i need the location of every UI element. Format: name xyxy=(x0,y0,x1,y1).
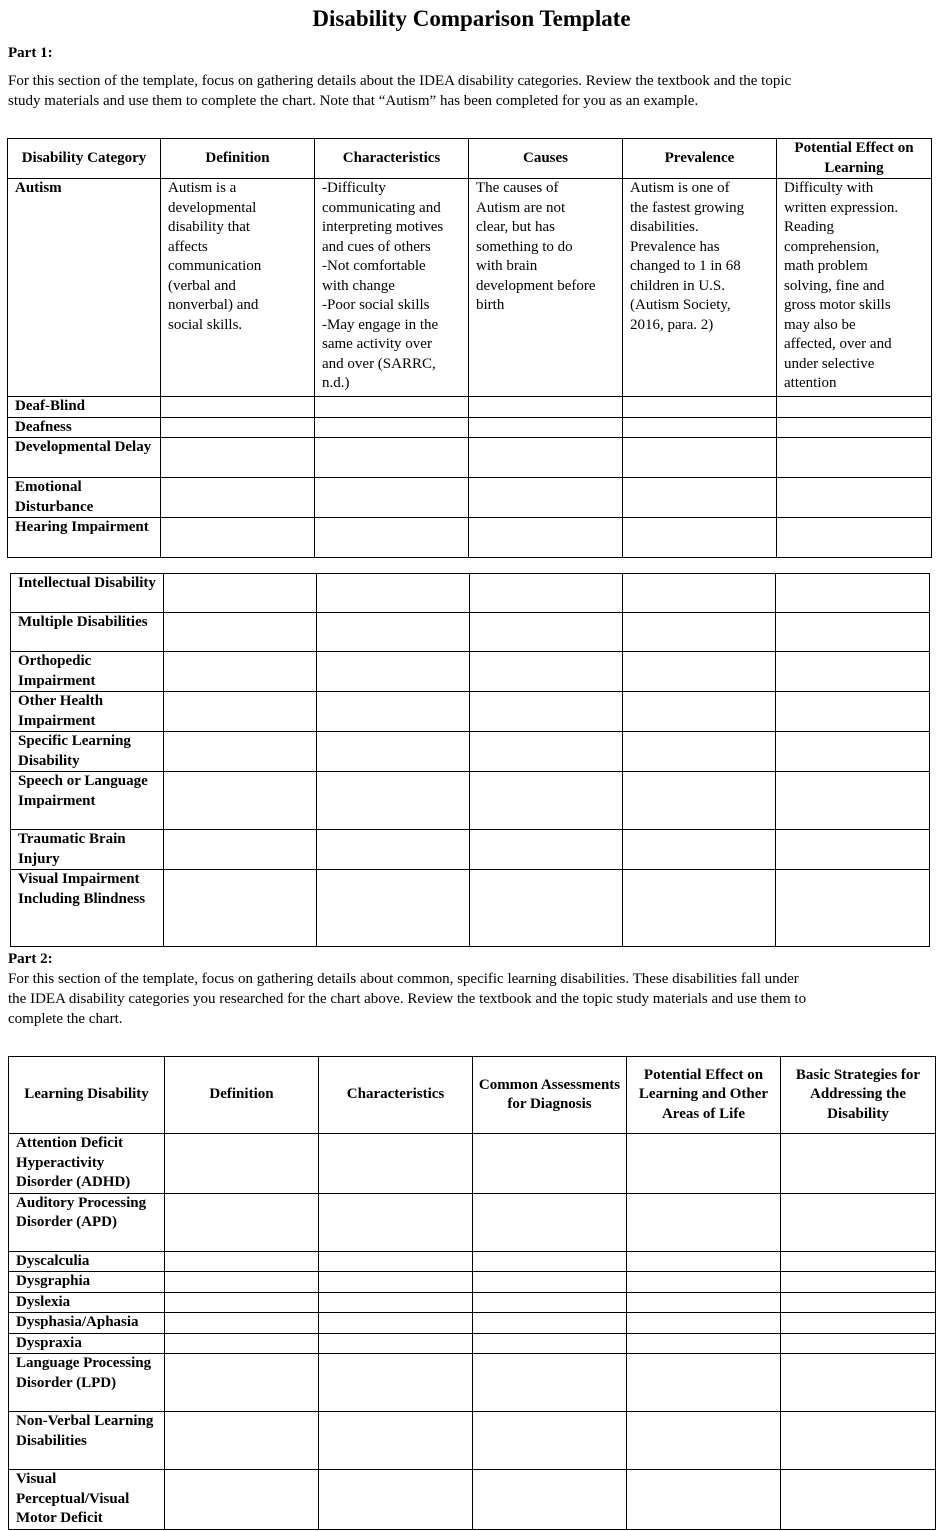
row-label: Auditory Processing Disorder (APD) xyxy=(9,1193,165,1251)
empty-cell[interactable] xyxy=(623,478,777,518)
empty-cell[interactable] xyxy=(473,1313,627,1334)
header-prevalence: Prevalence xyxy=(623,139,777,179)
autism-effect: Difficulty with written expression. Reading comprehension, math problem solving, fine and gross motor skills may also be affected, over and under selective attention xyxy=(777,179,932,397)
empty-cell[interactable] xyxy=(315,438,469,478)
part1-intro: For this section of the template, focus on gathering details about the IDEA disability categories. Review the textbook and the topic study materials and use them to complete the chart. Note that “Autism” has been completed for you as an example. xyxy=(8,73,792,109)
row-label: Dyspraxia xyxy=(9,1333,165,1354)
empty-cell[interactable] xyxy=(623,397,777,418)
row-label: Non-Verbal Learning Disabilities xyxy=(9,1412,165,1470)
empty-cell[interactable] xyxy=(776,652,930,692)
table-row xyxy=(11,732,930,772)
empty-cell[interactable] xyxy=(776,870,930,947)
empty-cell[interactable] xyxy=(627,1193,781,1251)
empty-cell[interactable] xyxy=(627,1272,781,1293)
empty-cell[interactable] xyxy=(317,574,470,613)
empty-cell[interactable] xyxy=(469,417,623,438)
empty-cell[interactable] xyxy=(776,772,930,830)
header-learning-disability: Learning Disability xyxy=(9,1057,165,1134)
empty-cell[interactable] xyxy=(473,1272,627,1293)
empty-cell[interactable] xyxy=(319,1134,473,1194)
table-row-autism xyxy=(8,179,932,397)
empty-cell[interactable] xyxy=(776,692,930,732)
empty-cell[interactable] xyxy=(473,1470,627,1530)
empty-cell[interactable] xyxy=(781,1470,936,1530)
empty-cell[interactable] xyxy=(627,1313,781,1334)
row-label: Attention Deficit Hyperactivity Disorder (ADHD) xyxy=(9,1134,165,1194)
empty-cell[interactable] xyxy=(469,397,623,418)
empty-cell[interactable] xyxy=(164,732,317,772)
empty-cell[interactable] xyxy=(777,478,932,518)
row-label: Traumatic Brain Injury xyxy=(11,830,164,870)
row-label: Visual Perceptual/Visual Motor Deficit xyxy=(9,1470,165,1530)
empty-cell[interactable] xyxy=(627,1134,781,1194)
empty-cell[interactable] xyxy=(319,1354,473,1412)
empty-cell[interactable] xyxy=(317,830,470,870)
empty-cell[interactable] xyxy=(623,830,776,870)
row-label: Hearing Impairment xyxy=(8,518,161,558)
table-row xyxy=(9,1272,936,1293)
autism-definition: Autism is a developmental disability that affects communication (verbal and nonverbal) and social skills. xyxy=(161,179,315,397)
empty-cell[interactable] xyxy=(623,417,777,438)
header-definition: Definition xyxy=(161,139,315,179)
empty-cell[interactable] xyxy=(776,732,930,772)
header-characteristics: Characteristics xyxy=(315,139,469,179)
part2-heading: Part 2: xyxy=(8,951,53,967)
empty-cell[interactable] xyxy=(473,1354,627,1412)
empty-cell[interactable] xyxy=(165,1313,319,1334)
table-row xyxy=(9,1412,936,1470)
autism-characteristics: -Difficulty communicating and interpreting motives and cues of others -Not comfortable with change -Poor social skills -May engage in the same activity over and over (SARRC, n.d.) xyxy=(315,179,469,397)
document-title: Disability Comparison Template xyxy=(312,6,631,31)
empty-cell[interactable] xyxy=(623,692,776,732)
empty-cell[interactable] xyxy=(781,1313,936,1334)
empty-cell[interactable] xyxy=(623,732,776,772)
table-row xyxy=(11,613,930,652)
empty-cell[interactable] xyxy=(319,1412,473,1470)
header-potential-effect: Potential Effect on Learning xyxy=(777,139,932,179)
table-row xyxy=(11,692,930,732)
row-label: Dysgraphia xyxy=(9,1272,165,1293)
empty-cell[interactable] xyxy=(315,478,469,518)
table-row xyxy=(11,652,930,692)
empty-cell[interactable] xyxy=(470,870,623,947)
row-label: Speech or Language Impairment xyxy=(11,772,164,830)
empty-cell[interactable] xyxy=(473,1193,627,1251)
empty-cell[interactable] xyxy=(469,518,623,558)
part2-table xyxy=(8,1056,936,1530)
empty-cell[interactable] xyxy=(627,1354,781,1412)
empty-cell[interactable] xyxy=(161,478,315,518)
empty-cell[interactable] xyxy=(317,692,470,732)
autism-causes: The causes of Autism are not clear, but has something to do with brain development before birth xyxy=(469,179,623,397)
empty-cell[interactable] xyxy=(317,870,470,947)
table-row xyxy=(9,1292,936,1313)
header-definition: Definition xyxy=(165,1057,319,1134)
empty-cell[interactable] xyxy=(623,772,776,830)
empty-cell[interactable] xyxy=(319,1272,473,1293)
empty-cell[interactable] xyxy=(164,870,317,947)
empty-cell[interactable] xyxy=(165,1333,319,1354)
empty-cell[interactable] xyxy=(781,1292,936,1313)
empty-cell[interactable] xyxy=(165,1354,319,1412)
empty-cell[interactable] xyxy=(777,438,932,478)
empty-cell[interactable] xyxy=(319,1313,473,1334)
table-row xyxy=(9,1193,936,1251)
row-label: Deaf-Blind xyxy=(8,397,161,418)
table-row xyxy=(11,772,930,830)
row-label: Deafness xyxy=(8,417,161,438)
empty-cell[interactable] xyxy=(165,1251,319,1272)
empty-cell[interactable] xyxy=(470,772,623,830)
empty-cell[interactable] xyxy=(623,438,777,478)
empty-cell[interactable] xyxy=(777,518,932,558)
empty-cell[interactable] xyxy=(161,417,315,438)
empty-cell[interactable] xyxy=(317,613,470,652)
row-label: Intellectual Disability xyxy=(11,574,164,613)
header-disability-category: Disability Category xyxy=(8,139,161,179)
row-label: Language Processing Disorder (LPD) xyxy=(9,1354,165,1412)
empty-cell[interactable] xyxy=(317,772,470,830)
empty-cell[interactable] xyxy=(317,732,470,772)
empty-cell[interactable] xyxy=(473,1134,627,1194)
header-basic-strategies: Basic Strategies for Addressing the Disability xyxy=(781,1057,936,1134)
empty-cell[interactable] xyxy=(781,1134,936,1194)
row-label: Developmental Delay xyxy=(8,438,161,478)
part1-heading: Part 1: xyxy=(8,45,53,61)
header-causes: Causes xyxy=(469,139,623,179)
empty-cell[interactable] xyxy=(473,1251,627,1272)
empty-cell[interactable] xyxy=(319,1470,473,1530)
empty-cell[interactable] xyxy=(164,772,317,830)
header-characteristics: Characteristics xyxy=(319,1057,473,1134)
empty-cell[interactable] xyxy=(781,1354,936,1412)
empty-cell[interactable] xyxy=(623,652,776,692)
autism-category: Autism xyxy=(8,179,161,397)
empty-cell[interactable] xyxy=(165,1272,319,1293)
empty-cell[interactable] xyxy=(165,1193,319,1251)
empty-cell[interactable] xyxy=(164,613,317,652)
row-label: Emotional Disturbance xyxy=(8,478,161,518)
table-row xyxy=(11,574,930,613)
empty-cell[interactable] xyxy=(164,830,317,870)
empty-cell[interactable] xyxy=(473,1333,627,1354)
empty-cell[interactable] xyxy=(469,438,623,478)
empty-cell[interactable] xyxy=(781,1272,936,1293)
empty-cell[interactable] xyxy=(776,574,930,613)
empty-cell[interactable] xyxy=(777,417,932,438)
empty-cell[interactable] xyxy=(627,1412,781,1470)
empty-cell[interactable] xyxy=(165,1292,319,1313)
empty-cell[interactable] xyxy=(161,518,315,558)
table-row xyxy=(11,870,930,947)
table-row xyxy=(8,478,932,518)
row-label: Specific Learning Disability xyxy=(11,732,164,772)
table-row xyxy=(8,417,932,438)
empty-cell[interactable] xyxy=(319,1193,473,1251)
empty-cell[interactable] xyxy=(164,574,317,613)
empty-cell[interactable] xyxy=(164,692,317,732)
empty-cell[interactable] xyxy=(473,1292,627,1313)
header-common-assessments: Common Assessments for Diagnosis xyxy=(473,1057,627,1134)
empty-cell[interactable] xyxy=(165,1470,319,1530)
table-row xyxy=(9,1251,936,1272)
empty-cell[interactable] xyxy=(165,1134,319,1194)
empty-cell[interactable] xyxy=(781,1251,936,1272)
empty-cell[interactable] xyxy=(470,732,623,772)
empty-cell[interactable] xyxy=(776,613,930,652)
empty-cell[interactable] xyxy=(781,1412,936,1470)
part2-intro: For this section of the template, focus on gathering details about common, specific learning disabilities. These disabilities fall under the IDEA disability categories you researched for the chart above. Review the textbook and the topic study materials and use them to complete the chart. xyxy=(8,971,807,1027)
empty-cell[interactable] xyxy=(627,1470,781,1530)
empty-cell[interactable] xyxy=(470,830,623,870)
empty-cell[interactable] xyxy=(623,870,776,947)
empty-cell[interactable] xyxy=(161,438,315,478)
empty-cell[interactable] xyxy=(161,397,315,418)
empty-cell[interactable] xyxy=(623,613,776,652)
empty-cell[interactable] xyxy=(470,692,623,732)
empty-cell[interactable] xyxy=(319,1292,473,1313)
empty-cell[interactable] xyxy=(777,397,932,418)
empty-cell[interactable] xyxy=(781,1193,936,1251)
empty-cell[interactable] xyxy=(623,574,776,613)
table-row xyxy=(8,438,932,478)
header-potential-effect: Potential Effect on Learning and Other Areas of Life xyxy=(627,1057,781,1134)
empty-cell[interactable] xyxy=(470,652,623,692)
empty-cell[interactable] xyxy=(473,1412,627,1470)
part1-table-bottom xyxy=(10,573,930,947)
empty-cell[interactable] xyxy=(627,1251,781,1272)
table-row xyxy=(9,1470,936,1530)
table-row xyxy=(9,1313,936,1334)
empty-cell[interactable] xyxy=(627,1292,781,1313)
empty-cell[interactable] xyxy=(315,417,469,438)
row-label: Orthopedic Impairment xyxy=(11,652,164,692)
table-row xyxy=(9,1333,936,1354)
empty-cell[interactable] xyxy=(776,830,930,870)
empty-cell[interactable] xyxy=(315,397,469,418)
row-label: Dyslexia xyxy=(9,1292,165,1313)
empty-cell[interactable] xyxy=(164,652,317,692)
row-label: Dyscalculia xyxy=(9,1251,165,1272)
empty-cell[interactable] xyxy=(165,1412,319,1470)
row-label: Dysphasia/Aphasia xyxy=(9,1313,165,1334)
empty-cell[interactable] xyxy=(319,1333,473,1354)
row-label: Other Health Impairment xyxy=(11,692,164,732)
table-row xyxy=(11,830,930,870)
row-label: Multiple Disabilities xyxy=(11,613,164,652)
row-label: Visual Impairment Including Blindness xyxy=(11,870,164,947)
table-row xyxy=(8,518,932,558)
empty-cell[interactable] xyxy=(319,1251,473,1272)
empty-cell[interactable] xyxy=(315,518,469,558)
empty-cell[interactable] xyxy=(781,1333,936,1354)
empty-cell[interactable] xyxy=(470,574,623,613)
table-row xyxy=(9,1354,936,1412)
empty-cell[interactable] xyxy=(317,652,470,692)
autism-prevalence: Autism is one of the fastest growing disabilities. Prevalence has changed to 1 in 68 children in U.S. (Autism Society, 2016, para. 2) xyxy=(623,179,777,397)
table-row xyxy=(8,397,932,418)
empty-cell[interactable] xyxy=(469,478,623,518)
part1-table-top xyxy=(7,138,932,558)
table-row xyxy=(9,1134,936,1194)
empty-cell[interactable] xyxy=(623,518,777,558)
empty-cell[interactable] xyxy=(627,1333,781,1354)
empty-cell[interactable] xyxy=(470,613,623,652)
